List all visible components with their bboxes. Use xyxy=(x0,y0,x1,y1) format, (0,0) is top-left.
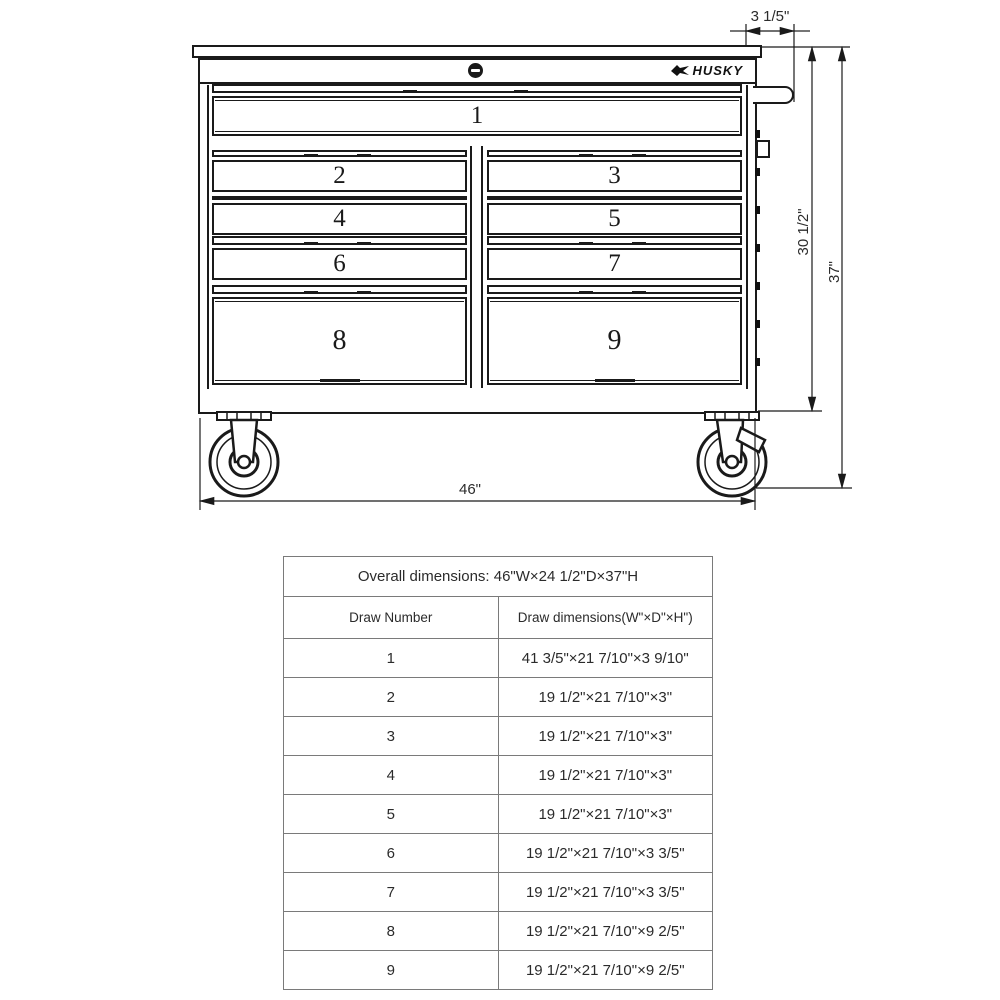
drawer-3-face xyxy=(487,160,742,192)
drawer-number: 2 xyxy=(333,162,346,189)
drawer-4 xyxy=(212,196,467,232)
draw-number-cell: 7 xyxy=(284,873,499,912)
draw-number-cell: 2 xyxy=(284,678,499,717)
drawer-4-handle xyxy=(212,196,467,200)
drawer-8 xyxy=(212,285,467,385)
table-row xyxy=(284,717,713,756)
drawer-number: 1 xyxy=(470,102,484,129)
left-frame-rail xyxy=(207,85,209,389)
drawer-number: 8 xyxy=(332,325,347,356)
dim-label-overall-width: 46" xyxy=(458,481,482,498)
draw-dims-cell: 19 1/2"×21 7/10"×3 3/5" xyxy=(498,834,713,873)
table-row xyxy=(284,756,713,795)
drawer-2-face xyxy=(212,160,467,192)
drawer-6-handle xyxy=(212,236,467,245)
drawer-6 xyxy=(212,236,467,280)
dim-label-cabinet-height: 30 1/2" xyxy=(795,208,812,256)
draw-dims-cell: 41 3/5"×21 7/10"×3 9/10" xyxy=(498,639,713,678)
draw-dims-cell: 19 1/2"×21 7/10"×3 3/5" xyxy=(498,873,713,912)
drawer-number: 3 xyxy=(608,162,621,189)
drawer-7-handle xyxy=(487,236,742,245)
dim-label-overall-height: 37" xyxy=(826,260,843,284)
column-header-draw-dimensions: Draw dimensions(W"×D"×H") xyxy=(498,597,713,639)
cabinet-top-panel xyxy=(200,59,755,84)
drawer-6-face xyxy=(212,248,467,280)
dimensions-table xyxy=(283,556,713,990)
side-hinge-details xyxy=(755,100,760,390)
drawer-9 xyxy=(487,285,742,385)
drawer-2-handle xyxy=(212,150,467,157)
drawer-5-handle xyxy=(487,196,742,200)
draw-dims-cell: 19 1/2"×21 7/10"×9 2/5" xyxy=(498,951,713,990)
keyhole-lock-icon xyxy=(468,63,483,78)
drawer-4-face xyxy=(212,203,467,235)
husky-dog-icon xyxy=(670,63,690,78)
drawer-5-face xyxy=(487,203,742,235)
right-frame-rail xyxy=(746,85,748,389)
right-caster-wheel-with-brake xyxy=(687,410,779,500)
drawer-8-face xyxy=(212,297,467,385)
table-row xyxy=(284,834,713,873)
table-row xyxy=(284,678,713,717)
draw-dims-cell: 19 1/2"×21 7/10"×3" xyxy=(498,795,713,834)
husky-logo xyxy=(670,63,743,78)
dim-label-handle-depth: 3 1/5" xyxy=(750,8,790,25)
left-caster-wheel xyxy=(199,410,291,500)
drawer-1-face xyxy=(212,96,742,136)
drawer-9-face xyxy=(487,297,742,385)
drawer-number: 5 xyxy=(608,205,621,232)
drawer-3 xyxy=(487,150,742,192)
drawer-2 xyxy=(212,150,467,192)
table-row xyxy=(284,639,713,678)
drawer-8-handle xyxy=(212,285,467,294)
table-row xyxy=(284,951,713,990)
draw-number-cell: 6 xyxy=(284,834,499,873)
drawer-number: 6 xyxy=(333,250,346,277)
table-row xyxy=(284,873,713,912)
center-divider xyxy=(470,146,483,388)
draw-number-cell: 4 xyxy=(284,756,499,795)
lock-slot xyxy=(471,69,480,72)
drawer-9-handle xyxy=(487,285,742,294)
table-title-row xyxy=(284,557,713,597)
draw-number-cell: 3 xyxy=(284,717,499,756)
drawer-number: 4 xyxy=(333,205,346,232)
draw-dims-cell: 19 1/2"×21 7/10"×3" xyxy=(498,756,713,795)
cabinet-top-lip xyxy=(192,45,762,58)
drawer-5 xyxy=(487,196,742,232)
draw-number-cell: 9 xyxy=(284,951,499,990)
table-row xyxy=(284,912,713,951)
column-header-draw-number: Draw Number xyxy=(284,597,499,639)
drawer-1-handle xyxy=(212,84,742,93)
drawer-7 xyxy=(487,236,742,280)
draw-number-cell: 1 xyxy=(284,639,499,678)
draw-dims-cell: 19 1/2"×21 7/10"×9 2/5" xyxy=(498,912,713,951)
table-header-row xyxy=(284,597,713,639)
drawer-7-face xyxy=(487,248,742,280)
draw-number-cell: 8 xyxy=(284,912,499,951)
table-title: Overall dimensions: 46"W×24 1/2"D×37"H xyxy=(284,557,713,597)
drawer-number: 9 xyxy=(607,325,622,356)
table-row xyxy=(284,795,713,834)
drawer-3-handle xyxy=(487,150,742,157)
draw-number-cell: 5 xyxy=(284,795,499,834)
drawer-1 xyxy=(212,84,742,136)
draw-dims-cell: 19 1/2"×21 7/10"×3" xyxy=(498,678,713,717)
drawer-number: 7 xyxy=(608,250,621,277)
draw-dims-cell: 19 1/2"×21 7/10"×3" xyxy=(498,717,713,756)
brand-name: HUSKY xyxy=(692,63,743,78)
